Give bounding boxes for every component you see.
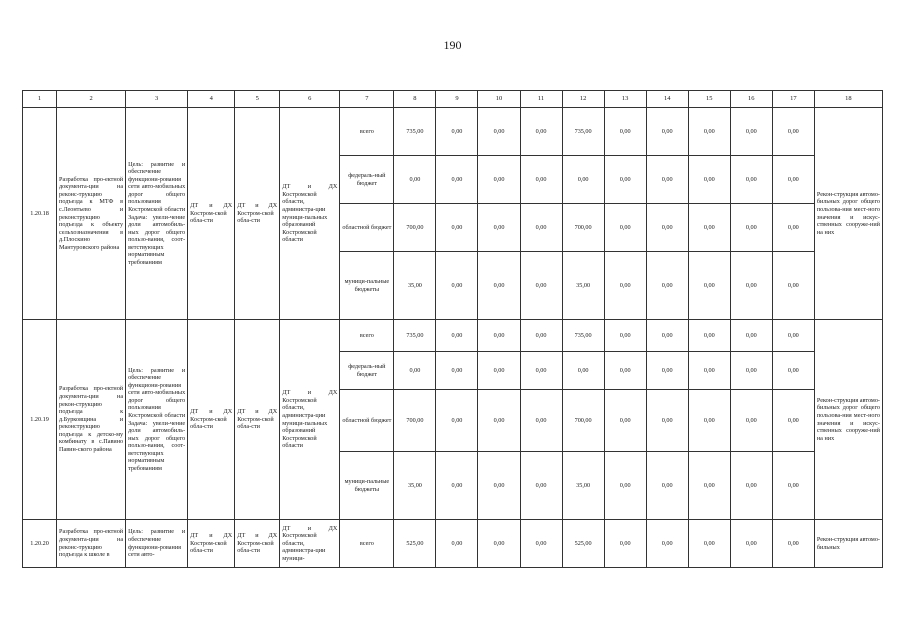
header-cell: 13 — [604, 91, 646, 108]
funding-source: федераль-ный бюджет — [340, 156, 394, 204]
executor: ДТ и ДХ Костром-ской обла-сти — [188, 320, 235, 520]
expected-result: Рекон-струкция автомо-бильных — [814, 520, 882, 568]
amount-cell: 0,00 — [604, 204, 646, 252]
amount-cell: 0,00 — [478, 452, 520, 520]
header-cell: 17 — [772, 91, 814, 108]
funding-source: муници-пальные бюджеты — [340, 252, 394, 320]
amount-cell: 0,00 — [688, 108, 730, 156]
coexecutor: ДТ и ДХ Костром-ской обла-сти — [235, 520, 280, 568]
amount-cell: 735,00 — [394, 108, 436, 156]
amount-cell: 0,00 — [604, 252, 646, 320]
amount-cell: 735,00 — [394, 320, 436, 352]
amount-cell: 0,00 — [688, 452, 730, 520]
header-cell: 3 — [126, 91, 188, 108]
amount-cell: 0,00 — [604, 390, 646, 452]
amount-cell: 0,00 — [604, 520, 646, 568]
program-table — [22, 90, 883, 568]
executor: ДТ и ДХ Костром-ской обла-сти — [188, 520, 235, 568]
funding-source: всего — [340, 108, 394, 156]
amount-cell: 0,00 — [646, 204, 688, 252]
amount-cell: 0,00 — [436, 156, 478, 204]
header-cell: 6 — [280, 91, 340, 108]
measure-name: Разработка про-ектной документа-ции на реконс-трукцию подъезда к МТФ в с.Леонтьево и реконструкцию подъезда к объекту сельхозназначения в д.Плоскино Мантуровского района — [57, 108, 126, 320]
amount-cell: 0,00 — [772, 452, 814, 520]
amount-cell: 0,00 — [772, 252, 814, 320]
row-id: 1.20.20 — [23, 520, 57, 568]
amount-cell: 735,00 — [562, 320, 604, 352]
amount-cell: 0,00 — [688, 252, 730, 320]
amount-cell: 0,00 — [688, 320, 730, 352]
amount-cell: 0,00 — [604, 452, 646, 520]
amount-cell: 700,00 — [562, 204, 604, 252]
amount-cell: 0,00 — [688, 352, 730, 390]
amount-cell: 0,00 — [688, 204, 730, 252]
amount-cell: 0,00 — [478, 252, 520, 320]
amount-cell: 35,00 — [562, 452, 604, 520]
amount-cell: 0,00 — [478, 320, 520, 352]
amount-cell: 0,00 — [772, 320, 814, 352]
header-cell: 16 — [730, 91, 772, 108]
table-row — [23, 108, 883, 156]
header-cell: 15 — [688, 91, 730, 108]
amount-cell: 35,00 — [562, 252, 604, 320]
amount-cell: 0,00 — [520, 320, 562, 352]
amount-cell: 0,00 — [772, 352, 814, 390]
header-cell: 14 — [646, 91, 688, 108]
amount-cell: 0,00 — [688, 156, 730, 204]
amount-cell: 0,00 — [562, 352, 604, 390]
amount-cell: 0,00 — [478, 390, 520, 452]
amount-cell: 700,00 — [394, 390, 436, 452]
amount-cell: 0,00 — [478, 204, 520, 252]
header-cell: 7 — [340, 91, 394, 108]
amount-cell: 0,00 — [772, 108, 814, 156]
amount-cell: 700,00 — [562, 390, 604, 452]
amount-cell: 0,00 — [436, 204, 478, 252]
amount-cell: 0,00 — [520, 390, 562, 452]
amount-cell: 735,00 — [562, 108, 604, 156]
amount-cell: 0,00 — [436, 108, 478, 156]
amount-cell: 0,00 — [646, 252, 688, 320]
amount-cell: 0,00 — [646, 390, 688, 452]
amount-cell: 0,00 — [394, 352, 436, 390]
participants: ДТ и ДХ Костромской области, администра-ции муници-пальных образований Костромской области — [280, 108, 340, 320]
amount-cell: 0,00 — [478, 520, 520, 568]
amount-cell: 0,00 — [730, 452, 772, 520]
amount-cell: 0,00 — [604, 156, 646, 204]
amount-cell: 0,00 — [604, 352, 646, 390]
amount-cell: 0,00 — [646, 520, 688, 568]
amount-cell: 0,00 — [730, 252, 772, 320]
amount-cell: 0,00 — [520, 156, 562, 204]
measure-name: Разработка про-ектной документа-ции на рекон-струкцию подъезда к д.Бурковщина и реконструкцию подъезда к детско-му комбинату в с.Павино Павин-ского района — [57, 320, 126, 520]
amount-cell: 0,00 — [436, 320, 478, 352]
header-cell: 10 — [478, 91, 520, 108]
coexecutor: ДТ и ДХ Костром-ской обла-сти — [235, 320, 280, 520]
amount-cell: 0,00 — [520, 452, 562, 520]
amount-cell: 0,00 — [772, 390, 814, 452]
header-cell: 1 — [23, 91, 57, 108]
amount-cell: 0,00 — [730, 156, 772, 204]
header-row — [23, 91, 883, 108]
amount-cell: 0,00 — [394, 156, 436, 204]
amount-cell: 0,00 — [646, 156, 688, 204]
amount-cell: 525,00 — [394, 520, 436, 568]
header-cell: 9 — [436, 91, 478, 108]
table-row — [23, 520, 883, 568]
amount-cell: 525,00 — [562, 520, 604, 568]
expected-result: Рекон-струкция автомо-бильных дорог общего пользова-ния мест-ного значения и искус-ственных сооруже-ний на них — [814, 320, 882, 520]
goal-task: Цель: развитие и обеспечение функциони-рования сети авто- — [126, 520, 188, 568]
funding-source: областной бюджет — [340, 390, 394, 452]
goal-task: Цель: развитие и обеспечение функциони-рования сети авто-мобильных дорог общего пользования Костромской области Задача: увели-чение доли автомобиль-ных дорог общего пользо-вания, соот-ветствующих нормативным требованиям — [126, 320, 188, 520]
table-row — [23, 320, 883, 352]
header-cell: 8 — [394, 91, 436, 108]
header-cell: 12 — [562, 91, 604, 108]
amount-cell: 0,00 — [520, 352, 562, 390]
funding-source: всего — [340, 520, 394, 568]
amount-cell: 0,00 — [730, 108, 772, 156]
amount-cell: 35,00 — [394, 452, 436, 520]
amount-cell: 0,00 — [436, 452, 478, 520]
amount-cell: 0,00 — [646, 452, 688, 520]
page-number: 190 — [443, 38, 462, 52]
amount-cell: 0,00 — [730, 520, 772, 568]
header-cell: 4 — [188, 91, 235, 108]
amount-cell: 0,00 — [730, 204, 772, 252]
row-id: 1.20.18 — [23, 108, 57, 320]
amount-cell: 0,00 — [604, 108, 646, 156]
participants: ДТ и ДХ Костромской области, администра-ции муници-пальных образований Костромской области — [280, 320, 340, 520]
amount-cell: 0,00 — [520, 520, 562, 568]
amount-cell: 0,00 — [646, 320, 688, 352]
amount-cell: 0,00 — [478, 108, 520, 156]
amount-cell: 0,00 — [604, 320, 646, 352]
funding-source: всего — [340, 320, 394, 352]
row-id: 1.20.19 — [23, 320, 57, 520]
header-cell: 5 — [235, 91, 280, 108]
amount-cell: 0,00 — [730, 390, 772, 452]
amount-cell: 0,00 — [520, 252, 562, 320]
funding-source: муници-пальные бюджеты — [340, 452, 394, 520]
goal-task: Цель: развитие и обеспечение функциони-рования сети авто-мобильных дорог общего пользования Костромской области Задача: увели-чение доли автомобиль-ных дорог общего пользо-вания, соот-ветствующих нормативным требованиям — [126, 108, 188, 320]
amount-cell: 0,00 — [772, 204, 814, 252]
amount-cell: 0,00 — [436, 252, 478, 320]
amount-cell: 700,00 — [394, 204, 436, 252]
amount-cell: 35,00 — [394, 252, 436, 320]
participants: ДТ и ДХ Костромской области, администра-ции муници- — [280, 520, 340, 568]
header-cell: 2 — [57, 91, 126, 108]
amount-cell: 0,00 — [730, 352, 772, 390]
amount-cell: 0,00 — [646, 108, 688, 156]
amount-cell: 0,00 — [478, 156, 520, 204]
amount-cell: 0,00 — [436, 520, 478, 568]
amount-cell: 0,00 — [646, 352, 688, 390]
header-cell: 11 — [520, 91, 562, 108]
executor: ДТ и ДХ Костром-ской обла-сти — [188, 108, 235, 320]
funding-source: областной бюджет — [340, 204, 394, 252]
amount-cell: 0,00 — [688, 520, 730, 568]
amount-cell: 0,00 — [772, 520, 814, 568]
amount-cell: 0,00 — [562, 156, 604, 204]
amount-cell: 0,00 — [688, 390, 730, 452]
header-cell: 18 — [814, 91, 882, 108]
amount-cell: 0,00 — [772, 156, 814, 204]
amount-cell: 0,00 — [520, 204, 562, 252]
amount-cell: 0,00 — [436, 352, 478, 390]
amount-cell: 0,00 — [478, 352, 520, 390]
coexecutor: ДТ и ДХ Костром-ской обла-сти — [235, 108, 280, 320]
amount-cell: 0,00 — [730, 320, 772, 352]
amount-cell: 0,00 — [436, 390, 478, 452]
expected-result: Рекон-струкция автомо-бильных дорог общего пользова-ния мест-ного значения и искус-ственных сооруже-ний на них — [814, 108, 882, 320]
funding-source: федераль-ный бюджет — [340, 352, 394, 390]
amount-cell: 0,00 — [520, 108, 562, 156]
measure-name: Разработка про-ектной документа-ции на реконс-трукцию подъезда к школе в — [57, 520, 126, 568]
